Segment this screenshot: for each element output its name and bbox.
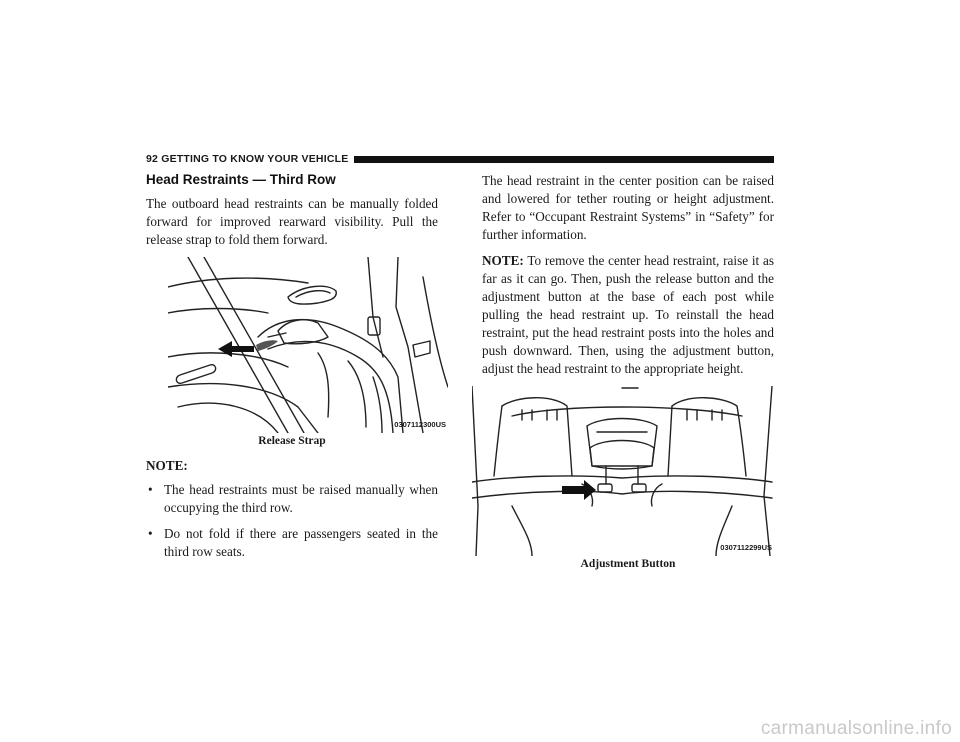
center-restraint-paragraph: The head restraint in the center position can be raised and lowered for tether routing or height adjustment. Refer to “Occupant Restraint Systems” in “Safety” for further information.: [482, 173, 774, 242]
note-paragraph: [482, 252, 774, 378]
list-item: • The head restraints must be raised manually when occupying the third row.: [148, 482, 438, 515]
note-label: NOTE:: [146, 458, 188, 473]
note-list: [146, 481, 438, 561]
adjustment-button-illustration: [472, 386, 774, 556]
figure-code: 0307112299US: [720, 543, 772, 552]
figure-caption: Adjustment Button: [580, 558, 676, 570]
release-strap-figure: [168, 257, 448, 433]
header-rule: [354, 156, 774, 163]
note-label: NOTE:: [482, 253, 524, 268]
arrow-icon: [562, 480, 596, 500]
note-text: To remove the center head restraint, raise it as far as it can go. Then, push the release button and the adjustment button at the base of each post while pulling the head restraint up. To reinstall the head restraint, put the head restraint posts into the holes and push downward. Then, using the adjustment button, adjust the head restraint to the appropriate height.: [482, 253, 774, 376]
list-item: • Do not fold if there are passengers seated in the third row seats.: [148, 526, 438, 559]
left-column: [146, 172, 446, 569]
intro-paragraph: The outboard head restraints can be manually folded forward for improved rearward visibility. Pull the release strap to fold them forward.: [146, 196, 438, 247]
release-strap-illustration: [168, 257, 448, 433]
adjustment-button-figure: [472, 386, 774, 556]
watermark: carmanualsonline.info: [760, 718, 952, 739]
figure-code: 0307112300US: [394, 420, 446, 429]
page-number-section: 92 GETTING TO KNOW YOUR VEHICLE: [146, 153, 349, 165]
page-header: [146, 153, 774, 165]
right-column: [482, 172, 774, 580]
section-heading: Head Restraints — Third Row: [146, 172, 336, 187]
figure-caption: Release Strap: [258, 435, 326, 447]
